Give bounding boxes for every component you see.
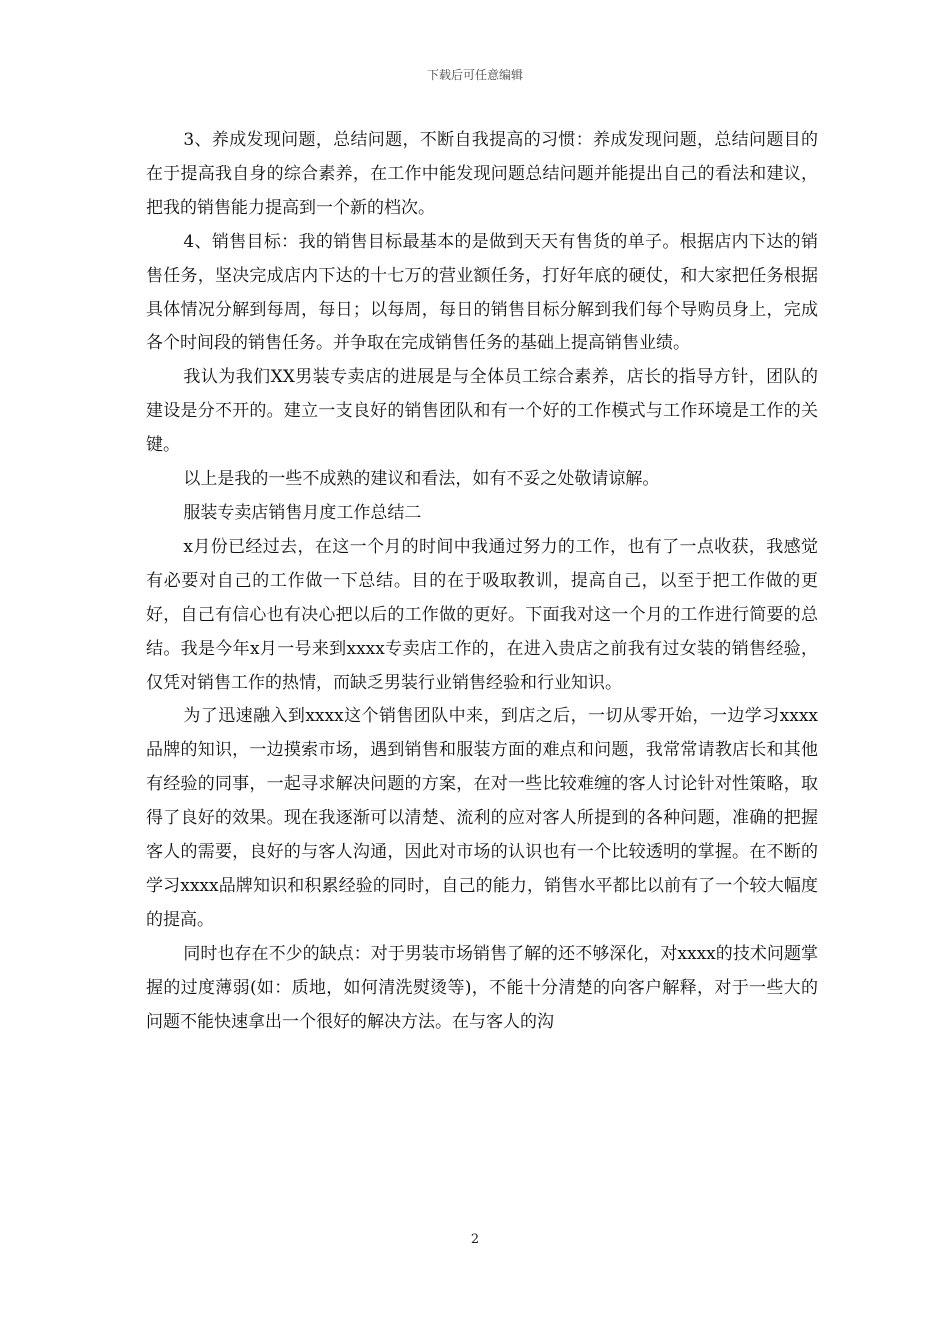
page-number: 2	[470, 1232, 480, 1247]
paragraph-team: 我认为我们XX男装专卖店的进展是与全体员工综合素养，店长的指导方针，团队的建设是分不开的。建立一支良好的销售团队和有一个好的工作模式与工作环境是工作的关键。	[146, 367, 818, 456]
paragraph-monthly-summary: x月份已经过去，在这一个月的时间中我通过努力的工作，也有了一点收获，我感觉有必要对自己的工作做一下总结。目的在于吸取教训，提高自己，以至于把工作做的更好，自己有信心也有决心把以后的工作做的更好。下面我对这一个月的工作进行简要的总结。我是今年x月一号来到xxxx专卖店工作的，在进入贵店之前我有过女装的销售经验，仅凭对销售工作的热情，而缺乏男装行业销售经验和行业知识。	[146, 536, 818, 693]
paragraph-learning: 为了迅速融入到xxxx这个销售团队中来，到店之后，一切从零开始，一边学习xxxx品牌的知识，一边摸索市场，遇到销售和服装方面的难点和问题，我常常请教店长和其他有经验的同事，一起寻求解决问题的方案，在对一些比较难缠的客人讨论针对性策略，取得了良好的效果。现在我逐渐可以清楚、流利的应对客人所提到的各种问题，准确的把握客人的需要，良好的与客人沟通，因此对市场的认识也有一个比较透明的掌握。在不断的学习xxxx品牌知识和积累经验的同时，自己的能力，销售水平都比以前有了一个较大幅度的提高。	[146, 706, 818, 930]
paragraph-habit: 3、养成发现问题，总结问题，不断自我提高的习惯：养成发现问题，总结问题目的在于提高我自身的综合素养，在工作中能发现问题总结问题并能提出自己的看法和建议，把我的销售能力提高到一个新的档次。	[146, 130, 818, 218]
paragraph-shortcomings: 同时也存在不少的缺点：对于男装市场销售了解的还不够深化，对xxxx的技术问题掌握的过度薄弱(如：质地，如何清洗熨烫等)，不能十分清楚的向客户解释，对于一些大的问题不能快速拿出一个很好的解决方法。在与客人的沟	[146, 943, 818, 1032]
paragraph-sales-target: 4、销售目标：我的销售目标最基本的是做到天天有售货的单子。根据店内下达的销售任务，坚决完成店内下达的十七万的营业额任务，打好年底的硬仗，和大家把任务根据具体情况分解到每周，每日；以每周，每日的销售目标分解到我们每个导购员身上，完成各个时间段的销售任务。并争取在完成销售任务的基础上提高销售业绩。	[146, 231, 818, 354]
page-header: 下载后可任意编辑	[426, 68, 523, 82]
document-body	[146, 124, 818, 1039]
section-title: 服装专卖店销售月度工作总结二	[183, 502, 422, 523]
paragraph-closing: 以上是我的一些不成熟的建议和看法，如有不妥之处敬请谅解。	[183, 469, 660, 490]
